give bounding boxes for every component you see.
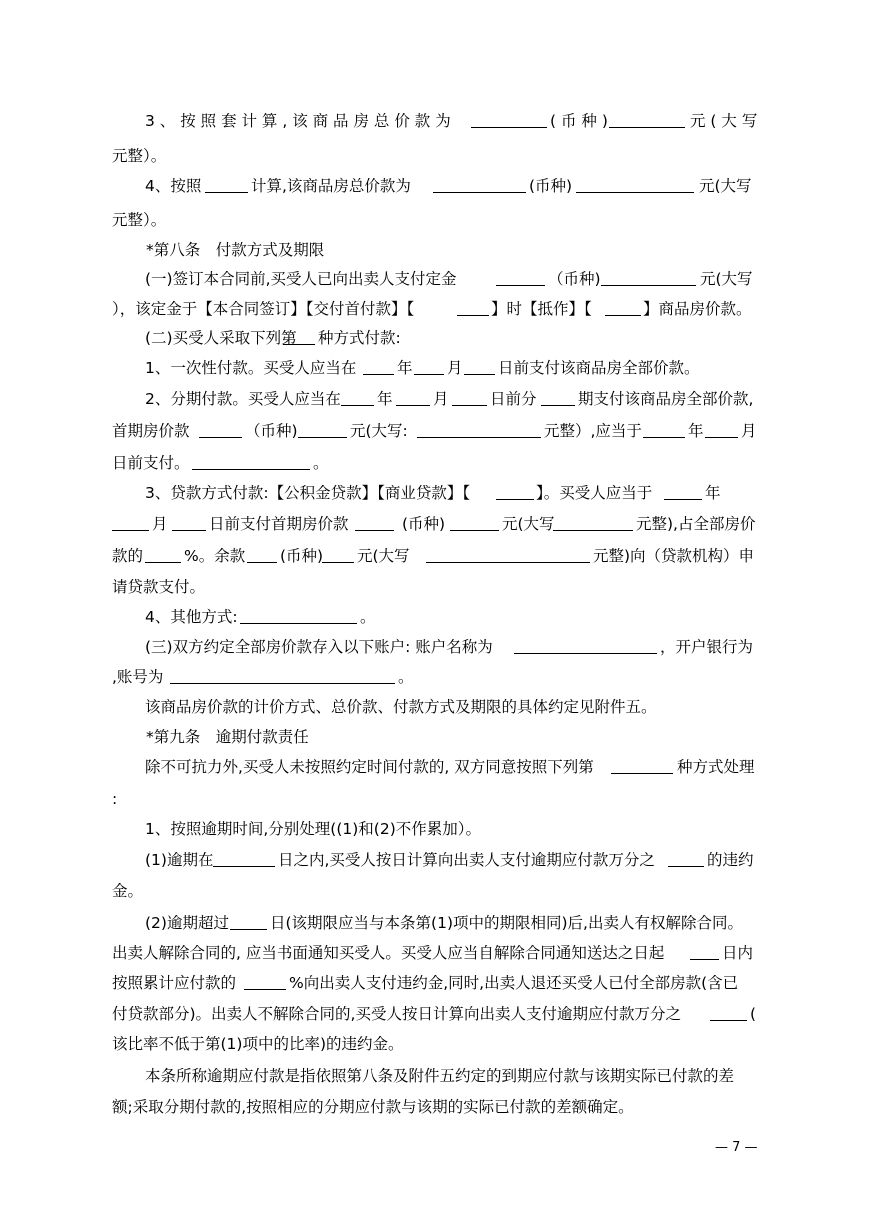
blank-fill-line[interactable]	[298, 437, 347, 438]
text-line	[0, 511, 869, 537]
text-segment: 月	[152, 515, 168, 533]
text-segment: (	[750, 1005, 757, 1023]
blank-fill-line[interactable]	[643, 437, 685, 438]
text-segment: 4、按照	[145, 177, 202, 195]
text-segment: 款的	[112, 547, 144, 565]
text-line	[0, 910, 869, 936]
blank-fill-line[interactable]	[553, 530, 633, 531]
text-segment: 日前支付。	[112, 454, 190, 472]
text-segment: 元(大写	[502, 515, 555, 533]
text-segment: 年	[397, 359, 413, 377]
text-line	[0, 1031, 869, 1057]
blank-fill-line[interactable]	[247, 562, 277, 563]
text-segment: 】商品房价款。	[643, 300, 752, 318]
text-segment: 除不可抗力外,买受人未按照约定时间付款的, 双方同意按照下列第	[145, 758, 594, 776]
text-segment: 4、其他方式:	[145, 608, 238, 626]
text-segment: (币种)	[280, 547, 324, 565]
blank-fill-line[interactable]	[496, 285, 545, 286]
blank-fill-line[interactable]	[205, 192, 248, 193]
text-segment: 付贷款部分)。出卖人不解除合同的,买受人按日计算向出卖人支付逾期应付款万分之	[112, 1005, 681, 1023]
text-line	[0, 634, 869, 660]
text-segment: 3、贷款方式付款:【公积金贷款】【商业贷款】【	[145, 484, 471, 502]
text-segment: (一)签订本合同前,买受人已向出卖人支付定金	[145, 270, 457, 288]
text-segment: ，开户银行为	[660, 638, 754, 656]
text-segment: 金。	[112, 882, 144, 900]
text-segment: 。	[360, 608, 376, 626]
text-line	[0, 574, 869, 600]
text-segment: 元整）。	[112, 147, 167, 165]
text-segment: 。	[313, 454, 329, 472]
text-segment: 请贷款支付。	[112, 578, 206, 596]
text-segment: 元整）。	[112, 211, 167, 229]
text-segment: 3 、 按 照 套 计 算 , 该 商 品 房 总 价 款 为	[145, 112, 451, 130]
text-segment: :	[112, 790, 118, 808]
text-segment: 年	[705, 484, 721, 502]
blank-fill-line[interactable]	[363, 374, 394, 375]
text-segment: 月	[433, 390, 449, 408]
text-segment: 年	[688, 422, 704, 440]
blank-fill-line[interactable]	[471, 127, 547, 128]
text-segment: 种方式付款:	[318, 329, 401, 347]
blank-fill-line[interactable]	[457, 315, 489, 316]
text-segment: 日前分	[490, 390, 537, 408]
blank-fill-line[interactable]	[514, 653, 657, 654]
text-segment: 年	[377, 390, 393, 408]
text-line	[0, 878, 869, 904]
text-segment: 种方式处理	[677, 758, 755, 776]
text-line	[0, 418, 869, 444]
text-line	[0, 694, 869, 720]
blank-fill-line[interactable]	[355, 530, 394, 531]
text-segment: 。	[398, 668, 414, 686]
blank-fill-line[interactable]	[414, 374, 444, 375]
text-line	[0, 754, 869, 780]
text-segment: 1、按照逾期时间,分别处理((1)和(2)不作累加）。	[145, 820, 481, 838]
text-segment: 元 ( 大 写	[690, 112, 758, 130]
text-segment: 日前支付该商品房全部价款。	[498, 359, 700, 377]
text-line	[0, 237, 869, 263]
blank-fill-line[interactable]	[145, 562, 181, 563]
text-line	[0, 1094, 869, 1120]
text-line	[0, 450, 869, 476]
text-segment: %向出卖人支付违约金,同时,出卖人退还买受人已付全部房款(含已	[289, 974, 739, 992]
blank-fill-line[interactable]	[664, 499, 702, 500]
text-segment: *第九条 逾期付款责任	[146, 728, 309, 746]
blank-fill-line[interactable]	[172, 530, 206, 531]
text-segment: (1)逾期在	[145, 851, 214, 869]
blank-fill-line[interactable]	[240, 623, 357, 624]
blank-fill-line[interactable]	[605, 315, 641, 316]
text-segment: 元(大写	[700, 270, 753, 288]
text-segment: 2、分期付款。买受人应当在	[145, 390, 341, 408]
text-segment: ,账号为	[112, 668, 164, 686]
blank-fill-line[interactable]	[433, 192, 526, 193]
text-segment: 的违约	[707, 851, 754, 869]
text-segment: 】时【抵作】【	[491, 300, 592, 318]
text-line	[0, 940, 869, 966]
text-line	[0, 724, 869, 750]
text-segment: 该商品房价款的计价方式、总价款、付款方式及期限的具体约定见附件五。	[145, 698, 657, 716]
text-line	[0, 786, 869, 812]
text-segment: 日之内,买受人按日计算向出卖人支付逾期应付款万分之	[278, 851, 655, 869]
text-segment: (二)买受人采取下列第	[145, 329, 297, 347]
blank-fill-line[interactable]	[322, 562, 354, 563]
text-line	[0, 970, 869, 996]
text-segment: (三)双方约定全部房价款存入以下账户: 账户名称为	[145, 638, 493, 656]
text-segment: (币种)	[402, 515, 446, 533]
text-line	[0, 207, 869, 233]
text-line	[0, 143, 869, 169]
text-line	[0, 108, 869, 134]
blank-fill-line[interactable]	[283, 344, 315, 345]
text-line	[0, 325, 869, 351]
blank-fill-line[interactable]	[541, 405, 575, 406]
text-segment: 日前支付首期房价款	[209, 515, 349, 533]
text-line	[0, 816, 869, 842]
text-line	[0, 847, 869, 873]
text-line	[0, 480, 869, 506]
blank-fill-line[interactable]	[450, 530, 499, 531]
text-segment: 】。买受人应当于	[536, 484, 653, 502]
text-segment: （币种)	[245, 422, 298, 440]
blank-fill-line[interactable]	[710, 1020, 747, 1021]
text-line	[0, 296, 869, 322]
text-segment: 月	[447, 359, 463, 377]
text-segment: 元整）,应当于	[544, 422, 642, 440]
text-segment: *第八条 付款方式及期限	[146, 241, 325, 259]
text-segment: 计算,该商品房总价款为	[251, 177, 411, 195]
text-line	[0, 266, 869, 292]
blank-fill-line[interactable]	[244, 989, 286, 990]
blank-fill-line[interactable]	[199, 437, 242, 438]
text-segment: 月	[741, 422, 757, 440]
blank-fill-line[interactable]	[609, 127, 685, 128]
text-line	[0, 1063, 869, 1089]
text-segment: 元(大写:	[350, 422, 408, 440]
text-segment: (币种)	[529, 177, 573, 195]
blank-fill-line[interactable]	[341, 405, 374, 406]
text-line	[0, 1001, 869, 1027]
text-segment: 1、一次性付款。买受人应当在	[145, 359, 357, 377]
blank-fill-line[interactable]	[690, 959, 719, 960]
text-segment: ( 币 种 )	[550, 112, 608, 130]
blank-fill-line[interactable]	[496, 499, 534, 500]
blank-fill-line[interactable]	[417, 437, 541, 438]
text-segment: 额;采取分期付款的,按照相应的分期应付款与该期的实际已付款的差额确定。	[112, 1098, 634, 1116]
blank-fill-line[interactable]	[396, 405, 430, 406]
text-line	[0, 386, 869, 412]
blank-fill-line[interactable]	[464, 374, 495, 375]
text-segment: 出卖人解除合同的, 应当书面通知买受人。买受人应当自解除合同通知送达之日起	[112, 944, 665, 962]
text-segment: 期支付该商品房全部价款,	[578, 390, 754, 408]
text-segment: (2)逾期超过	[145, 914, 229, 932]
text-segment: 元整),占全部房价	[636, 515, 756, 533]
blank-fill-line[interactable]	[213, 866, 275, 867]
text-line	[0, 355, 869, 381]
blank-fill-line[interactable]	[192, 469, 310, 470]
blank-fill-line[interactable]	[576, 192, 694, 193]
blank-fill-line[interactable]	[705, 437, 738, 438]
text-segment: 日内	[722, 944, 754, 962]
text-segment: 按照累计应付款的	[112, 974, 237, 992]
text-line	[0, 543, 869, 569]
text-line	[0, 173, 869, 199]
blank-fill-line[interactable]	[611, 773, 673, 774]
text-segment: 元整)向（贷款机构）申	[593, 547, 755, 565]
text-segment: ），该定金于【本合同签订】【交付首付款】【	[112, 300, 415, 318]
blank-fill-line[interactable]	[601, 285, 696, 286]
text-segment: 首期房价款	[112, 422, 190, 440]
text-segment: （币种)	[548, 270, 601, 288]
text-segment: 该比率不低于第(1)项中的比率)的违约金。	[112, 1035, 404, 1053]
text-segment: 元(大写	[699, 177, 752, 195]
text-segment: 元(大写	[357, 547, 410, 565]
blank-fill-line[interactable]	[426, 562, 590, 563]
blank-fill-line[interactable]	[452, 405, 487, 406]
blank-fill-line[interactable]	[170, 683, 395, 684]
text-segment: 日(该期限应当与本条第(1)项中的期限相同)后,出卖人有权解除合同。	[270, 914, 743, 932]
page-number: — 7 —	[715, 1140, 758, 1155]
blank-fill-line[interactable]	[668, 866, 704, 867]
text-line	[0, 604, 869, 630]
blank-fill-line[interactable]	[112, 530, 149, 531]
text-segment: 本条所称逾期应付款是指依照第八条及附件五约定的到期应付款与该期实际已付款的差	[145, 1067, 735, 1085]
text-segment: %。余款	[184, 547, 246, 565]
blank-fill-line[interactable]	[230, 929, 267, 930]
text-line	[0, 664, 869, 690]
